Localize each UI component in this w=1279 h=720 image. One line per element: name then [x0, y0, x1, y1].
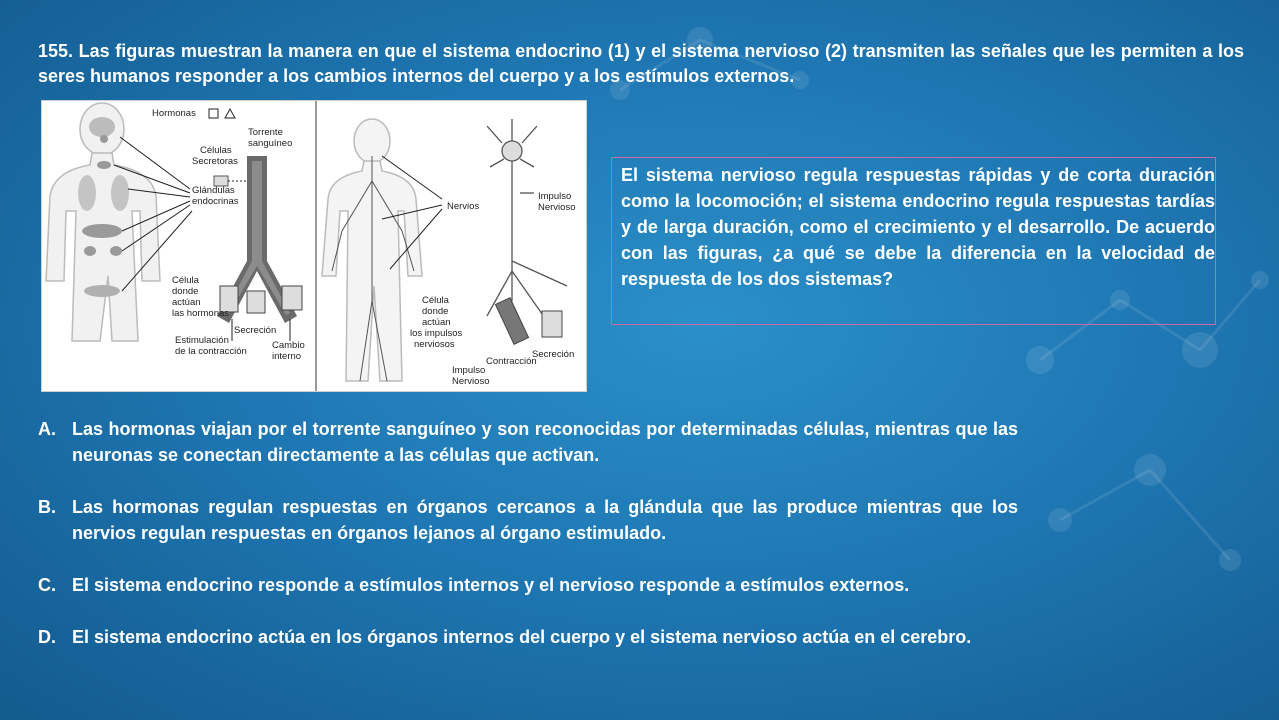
answer-options — [38, 416, 1018, 676]
option-text: Las hormonas regulan respuestas en órganos cercanos a la glándula que las produce mientras que los nervios regulan respuestas en órganos lejanos al órgano estimulado. — [72, 497, 1018, 543]
effector-cells — [495, 298, 562, 345]
option-b[interactable] — [38, 494, 1018, 546]
label-glandulas-1: Glándulas — [192, 185, 235, 196]
label-impulso-2: Nervioso — [538, 202, 576, 213]
label-impulso-1: Impulso — [538, 191, 572, 202]
label-hormonas: Hormonas — [152, 108, 196, 119]
label-nerv-celula-5: nerviosos — [414, 339, 455, 350]
label-torrente-1: Torrente — [248, 127, 283, 138]
label-cambio-2: interno — [272, 351, 302, 362]
option-d[interactable] — [38, 624, 1018, 650]
label-nerv-celula-2: donde — [422, 306, 449, 317]
label-nerv-celula-3: actúan — [422, 317, 451, 328]
label-nervios: Nervios — [447, 201, 480, 212]
question-text: 155. Las figuras muestran la manera en que el sistema endocrino (1) y el sistema nervioso (2) transmiten las señales que les permiten a los seres humanos responder a los cambios internos del cuerpo y a los estímulos externos. — [38, 41, 1244, 86]
label-impulso-b1: Impulso — [452, 365, 486, 376]
label-celula-3: actúan — [172, 297, 201, 308]
label-celula-4: las hormonas — [172, 308, 230, 319]
option-letter: B. — [38, 497, 56, 517]
label-secrecion: Secreción — [234, 325, 277, 336]
option-letter: D. — [38, 627, 56, 647]
label-estim-2: de la contracción — [175, 346, 247, 357]
label-celula-1: Célula — [172, 275, 199, 286]
target-cells — [220, 286, 302, 313]
option-a[interactable] — [38, 416, 1018, 468]
option-c[interactable] — [38, 572, 1018, 598]
option-letter: A. — [38, 419, 56, 439]
label-celula-2: donde — [172, 286, 199, 297]
label-torrente-2: sanguíneo — [248, 138, 293, 149]
label-glandulas-2: endocrinas — [192, 196, 239, 207]
option-text: Las hormonas viajan por el torrente sanguíneo y son reconocidas por determinadas células, mientras que las neuronas se conectan directamente a las células que activan. — [72, 419, 1018, 465]
endocrine-nervous-figure — [41, 100, 587, 392]
context-box: El sistema nervioso regula respuestas rápidas y de corta duración como la locomoción; el sistema endocrino regula respuestas tardías y de larga duración, como el crecimiento y el desarrollo. De acuerdo con las figuras, ¿a qué se debe la diferencia en la velocidad de respuesta de los dos sistemas? — [611, 157, 1216, 325]
neuron — [487, 119, 567, 321]
label-nerv-celula-4: los impulsos — [410, 328, 463, 339]
label-nerv-secrecion: Secreción — [532, 349, 575, 360]
label-impulso-b2: Nervioso — [452, 376, 490, 387]
label-cambio-1: Cambio — [272, 340, 305, 351]
label-nerv-celula-1: Célula — [422, 295, 449, 306]
label-celulas-1: Células — [200, 145, 232, 156]
label-contraccion: Contracción — [486, 356, 537, 367]
option-text: El sistema endocrino actúa en los órganos internos del cuerpo y el sistema nervioso actúa en el cerebro. — [72, 627, 972, 647]
option-text: El sistema endocrino responde a estímulos internos y el nervioso responde a estímulos externos. — [72, 575, 910, 595]
label-estim-1: Estimulación — [175, 335, 229, 346]
label-celulas-2: Secretoras — [192, 156, 238, 167]
option-letter: C. — [38, 575, 56, 595]
